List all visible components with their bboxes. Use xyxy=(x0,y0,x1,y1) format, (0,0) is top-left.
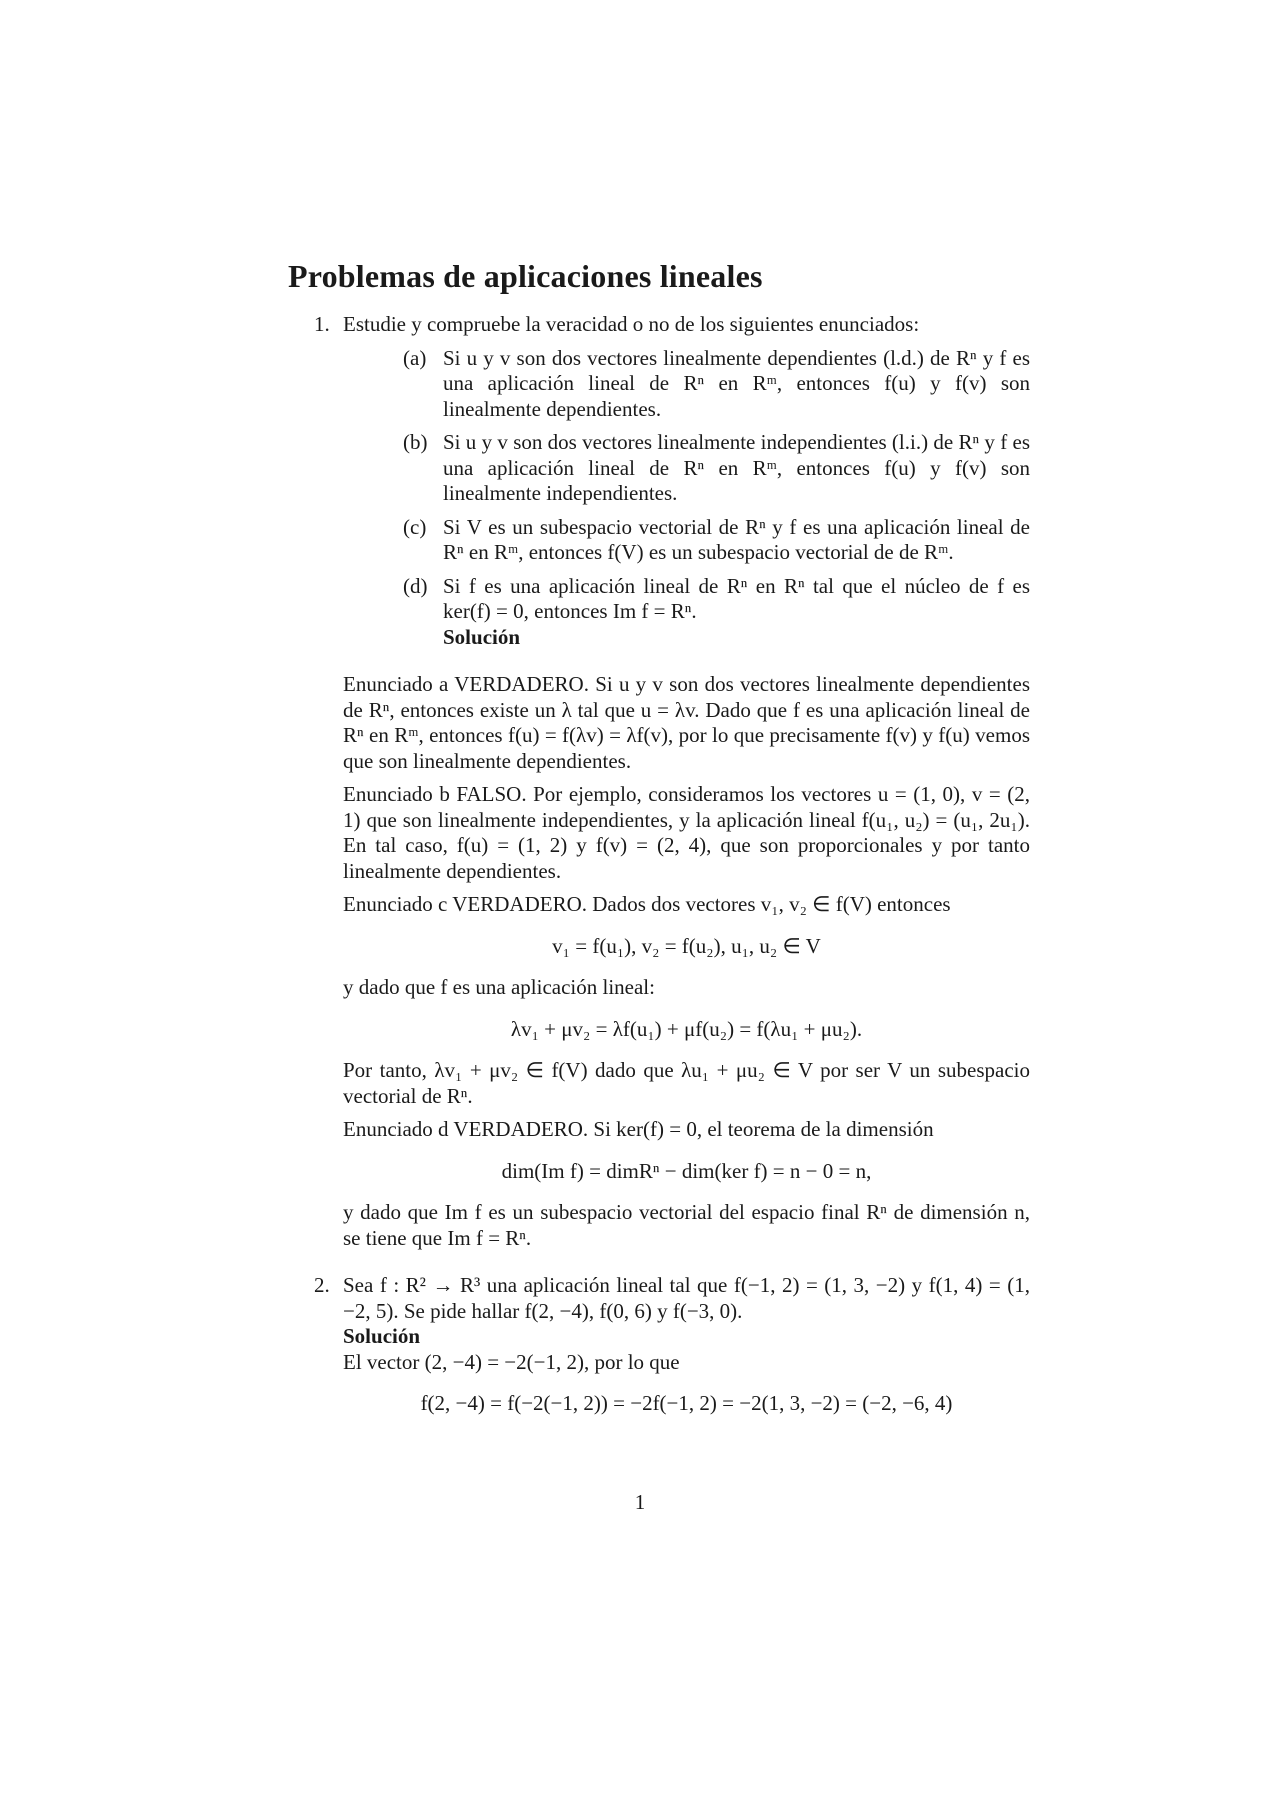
item-text: Si u y v son dos vectores linealmente independientes (l.i.) de Rⁿ y f es una aplicación lineal de Rⁿ en Rᵐ, entonces f(u) y f(v) son linealmente independientes. xyxy=(443,430,1030,505)
equation-2: f(2, −4) = f(−2(−1, 2)) = −2f(−1, 2) = −2(1, 3, −2) = (−2, −6, 4) xyxy=(420,1391,953,1415)
solution-c-intro: Enunciado c VERDADERO. Dados dos vectores v₁, v₂ ∈ f(V) entonces xyxy=(343,892,951,916)
problem-2 xyxy=(288,1273,1030,1417)
page-number: 1 xyxy=(634,1490,646,1514)
statement-item-d xyxy=(343,574,1030,651)
solution-a: Enunciado a VERDADERO. Si u y v son dos vectores linealmente dependientes de Rⁿ, entonces existe un λ tal que u = λv. Dado que f es una aplicación lineal de Rⁿ en Rᵐ, entonces f(u) = f(λv) = λf(v), por lo que precisamente f(v) y f(u) vemos que son linealmente dependientes. xyxy=(343,672,1030,773)
page-title: Problemas de aplicaciones lineales xyxy=(288,258,763,294)
solution-b: Enunciado b FALSO. Por ejemplo, consideramos los vectores u = (1, 0), v = (2, 1) que son linealmente independientes, y la aplicación lineal f(u₁, u₂) = (u₁, 2u₁). En tal caso, f(u) = (1, 2) y f(v) = (2, 4), que son proporcionales y por tanto linealmente dependientes. xyxy=(343,782,1030,883)
equation-c-1: v₁ = f(u₁), v₂ = f(u₂), u₁, u₂ ∈ V xyxy=(552,933,821,958)
item-label: (a) xyxy=(403,345,427,370)
item-text: Si u y v son dos vectores linealmente dependientes (l.d.) de Rⁿ y f es una aplicación lineal de Rⁿ en Rᵐ, entonces f(u) y f(v) son linealmente dependientes. xyxy=(443,345,1030,421)
item-text: Si V es un subespacio vectorial de Rⁿ y f es una aplicación lineal de Rⁿ en Rᵐ, entonces f(V) es un subespacio vectorial de de Rᵐ. xyxy=(443,514,1030,564)
statement-item-b xyxy=(343,430,1030,507)
item-label: (d) xyxy=(403,573,428,598)
document-body xyxy=(288,312,1030,1433)
problem-1 xyxy=(288,312,1030,1251)
item-text: Si f es una aplicación lineal de Rⁿ en Rⁿ tal que el núcleo de f es ker(f) = 0, entonces Im f = Rⁿ. xyxy=(443,573,1030,623)
equation-d: dim(Im f) = dimRⁿ − dim(ker f) = n − 0 = n, xyxy=(501,1158,872,1183)
solution-c-middle: y dado que f es una aplicación lineal: xyxy=(343,975,655,999)
solution-d-intro: Enunciado d VERDADERO. Si ker(f) = 0, el teorema de la dimensión xyxy=(343,1117,934,1141)
statement-item-a xyxy=(343,346,1030,423)
problem-statement: Estudie y compruebe la veracidad o no de los siguientes enunciados: xyxy=(343,312,920,336)
solution-heading: Solución xyxy=(443,624,521,649)
statement-item-c xyxy=(343,515,1030,566)
item-label: (b) xyxy=(403,430,428,454)
problem-statement: Sea f : R² → R³ una aplicación lineal tal que f(−1, 2) = (1, 3, −2) y f(1, 4) = (1, −2, 5). Se pide hallar f(2, −4), f(0, 6) y f(−3, 0). xyxy=(343,1273,1030,1323)
solution-c-end: Por tanto, λv₁ + μv₂ ∈ f(V) dado que λu₁ + μu₂ ∈ V por ser V un subespacio vectorial de Rⁿ. xyxy=(343,1058,1030,1108)
solution-d-end: y dado que Im f es un subespacio vectorial del espacio final Rⁿ de dimensión n, se tiene que Im f = Rⁿ. xyxy=(343,1200,1030,1250)
problem-number: 1. xyxy=(314,312,330,336)
problem-number: 2. xyxy=(314,1273,330,1297)
equation-c-2: λv₁ + μv₂ = λf(u₁) + μf(u₂) = f(λu₁ + μu₂). xyxy=(510,1016,863,1041)
solution-heading: Solución xyxy=(343,1324,421,1348)
item-label: (c) xyxy=(403,514,427,539)
solution-intro: El vector (2, −4) = −2(−1, 2), por lo que xyxy=(343,1349,680,1374)
